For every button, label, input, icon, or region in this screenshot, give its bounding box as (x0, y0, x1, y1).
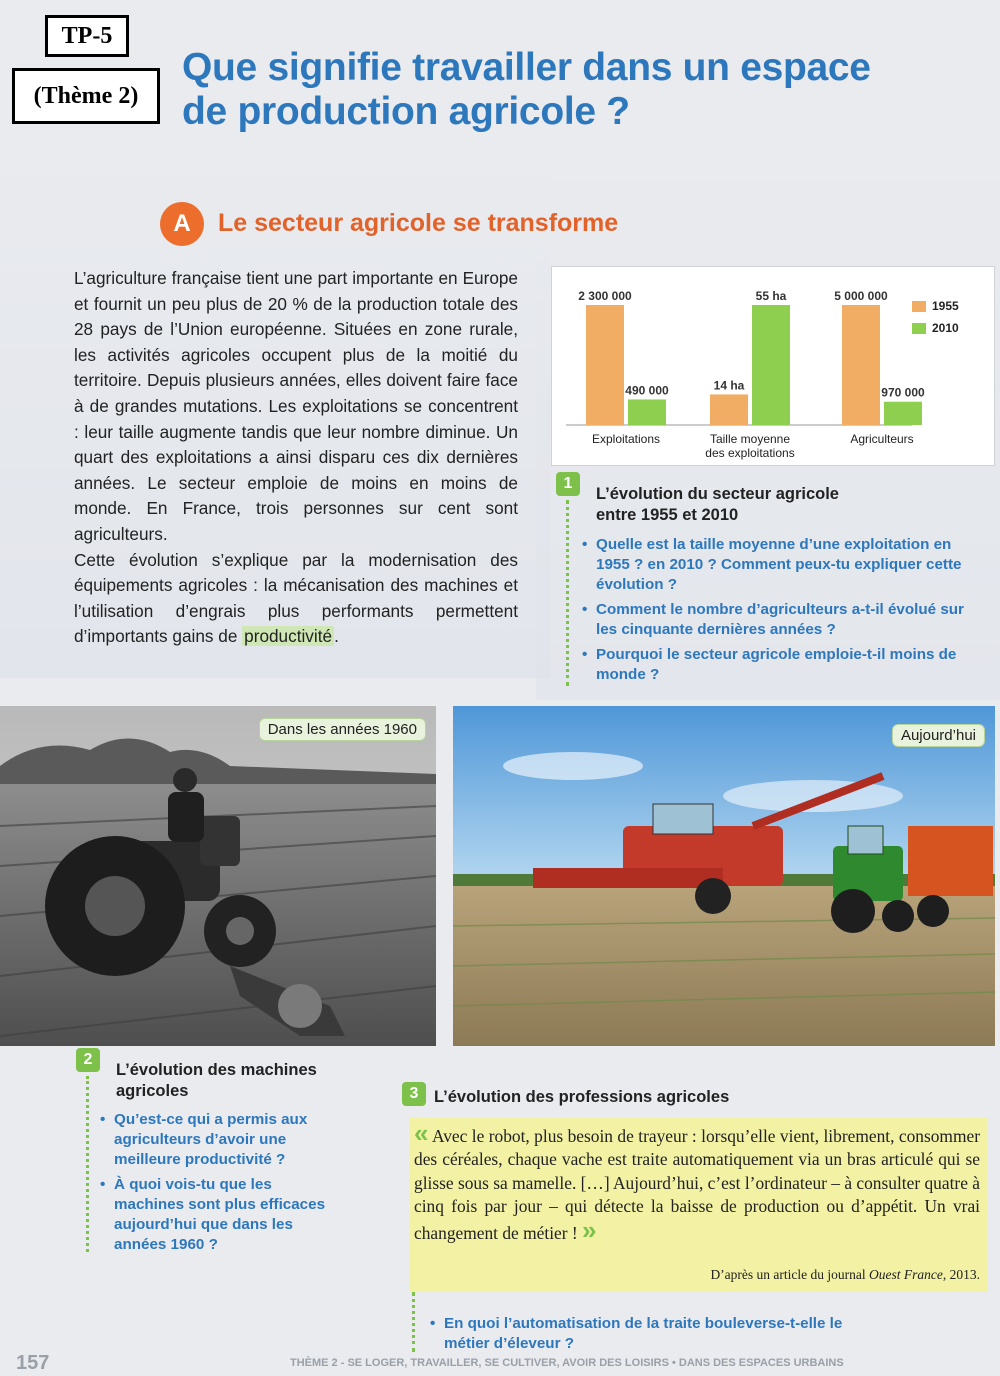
doc3-question-1: • En quoi l’automatisation de la traite bouleverse-t-elle le métier d’éleveur ? (430, 1315, 843, 1352)
doc1-question-2: • Comment le nombre d’agriculteurs a-t-il évolué sur les cinquante dernières années ? (582, 601, 964, 638)
doc1-title (596, 484, 839, 526)
chart-category-label-2-0: Agriculteurs (850, 432, 914, 446)
doc2-question-2: • À quoi vois-tu que les machines sont plus efficaces aujourd’hui que dans les années 1960 ? (100, 1176, 326, 1253)
quote-close-mark: » (582, 1214, 597, 1245)
doc3-number-badge: 3 (402, 1082, 426, 1106)
doc3-dotted-rule (412, 1292, 415, 1352)
doc2-title-line2: agricoles (116, 1082, 189, 1100)
tp-label: TP-5 (45, 15, 129, 57)
doc3-quote-text: « Avec le robot, plus besoin de trayeur : lorsqu’elle vient, librement, consommer des céréales, chaque vache est traite automatiquement via un bras articulé qui se glisse sous sa mamelle. […] Aujourd’hui, c’est l’ordinateur – à consulter quatre à cinq fois par jour – qui détecte la baisse de production ou d’appétit. Un vrai changement de métier ! » (414, 1118, 981, 1245)
photo-today-illustration (453, 706, 995, 1046)
chart-bar-1955-2 (842, 305, 880, 425)
doc1-title-line2: entre 1955 et 2010 (596, 506, 739, 524)
chart-value-label-2010-0: 490 000 (625, 383, 669, 398)
section-title: Le secteur agricole se transforme (218, 209, 619, 237)
chart-value-label-1955-1: 14 ha (713, 378, 745, 393)
footer-text: THÈME 2 - SE LOGER, TRAVAILLER, SE CULTIVER, AVOIR DES LOISIRS • DANS DES ESPACES URBAINS (290, 1357, 844, 1369)
section-letter-badge: A (160, 202, 204, 246)
doc2-title (116, 1060, 317, 1102)
doc2-number-badge: 2 (76, 1048, 100, 1072)
legend-item-1955: 1955 (912, 299, 959, 313)
doc1-number-badge: 1 (556, 472, 580, 496)
chart-value-label-1955-0: 2 300 000 (578, 289, 632, 303)
photo-today-harvester (453, 706, 995, 1046)
doc2-questions (100, 1110, 340, 1260)
chart-bar-1955-0 (586, 305, 624, 425)
doc2-title-line1: L’évolution des machines (116, 1061, 317, 1079)
chart-value-label-1955-2: 5 000 000 (834, 289, 888, 303)
doc3-quote (410, 1118, 988, 1292)
page-title-line2: de production agricole ? (182, 90, 630, 133)
doc3-title: L’évolution des professions agricoles (434, 1088, 730, 1106)
doc2-question-1: • Qu’est-ce qui a permis aux agriculteurs d’avoir une meilleure productivité ? (100, 1111, 308, 1168)
photo-label-today: Aujourd’hui (892, 724, 985, 747)
page-title (182, 46, 982, 134)
chart-value-label-2010-1: 55 ha (755, 289, 787, 303)
legend-item-2010: 2010 (912, 321, 959, 335)
chart-bar-2010-1 (752, 305, 790, 425)
keyword-productivite: productivité (244, 626, 333, 647)
chart-category-label-1-1: des exploitations (705, 446, 795, 460)
legend-swatch-1955 (912, 301, 926, 312)
legend-swatch-2010 (912, 323, 926, 334)
page-title-line1: Que signifie travailler dans un espace (182, 46, 871, 89)
theme-label: (Thème 2) (12, 68, 160, 124)
doc2-dotted-rule (86, 1076, 89, 1252)
intro-paragraph-2: Cette évolution s’explique par la modernisation des équipements agricoles : la mécanisation des machines et l’utilisation d’engrais plus performants permettent d’importants gains de productivité . (74, 549, 518, 647)
chart-bar-2010-0 (628, 399, 666, 425)
photo-1960s-tractor (0, 706, 436, 1046)
page-footer (0, 1350, 1000, 1376)
page-number: 157 (16, 1352, 50, 1374)
doc1-question-1: • Quelle est la taille moyenne d’une exploitation en 1955 ? en 2010 ? Comment peux-tu expliquer cette évolution ? (582, 536, 962, 593)
chart-bar-1955-1 (710, 394, 748, 425)
chart-bar-2010-2 (884, 402, 922, 425)
doc3-source: D’après un article du journal Ouest France, 2013. (710, 1266, 980, 1282)
agri-chart-svg (552, 267, 994, 465)
doc1-questions (582, 535, 974, 690)
doc1-question-3: • Pourquoi le secteur agricole emploie-t-il moins de monde ? (582, 646, 957, 683)
intro-paragraph-1: L’agriculture française tient une part importante en Europe et fournit un peu plus de 20 % de la production totale des 28 pays de l’Union européenne. Situées en zone rurale, les activités agricoles occupent plus de la moitié du territoire. Depuis plusieurs années, elles doivent faire face à de grandes mutations. Les exploitations se concentrent : leur taille augmente tandis que leur nombre diminue. Un quart des exploitations a ainsi disparu ces dix dernières années. Le secteur emploie de moins en moins de monde. En France, trois personnes sur cent sont agriculteurs. (74, 268, 518, 544)
chart-value-label-2010-2: 970 000 (881, 385, 925, 400)
photo-label-1960s: Dans les années 1960 (259, 718, 426, 741)
photo-1960s-illustration (0, 706, 436, 1046)
doc1-title-line1: L’évolution du secteur agricole (596, 485, 839, 503)
quote-open-mark: « (414, 1118, 429, 1148)
chart-category-label-0-0: Exploitations (591, 432, 661, 446)
doc1-dotted-rule (566, 500, 569, 686)
chart-category-label-1-0: Taille moyenne (709, 432, 791, 446)
agri-chart (551, 266, 995, 466)
intro-text (74, 266, 518, 650)
